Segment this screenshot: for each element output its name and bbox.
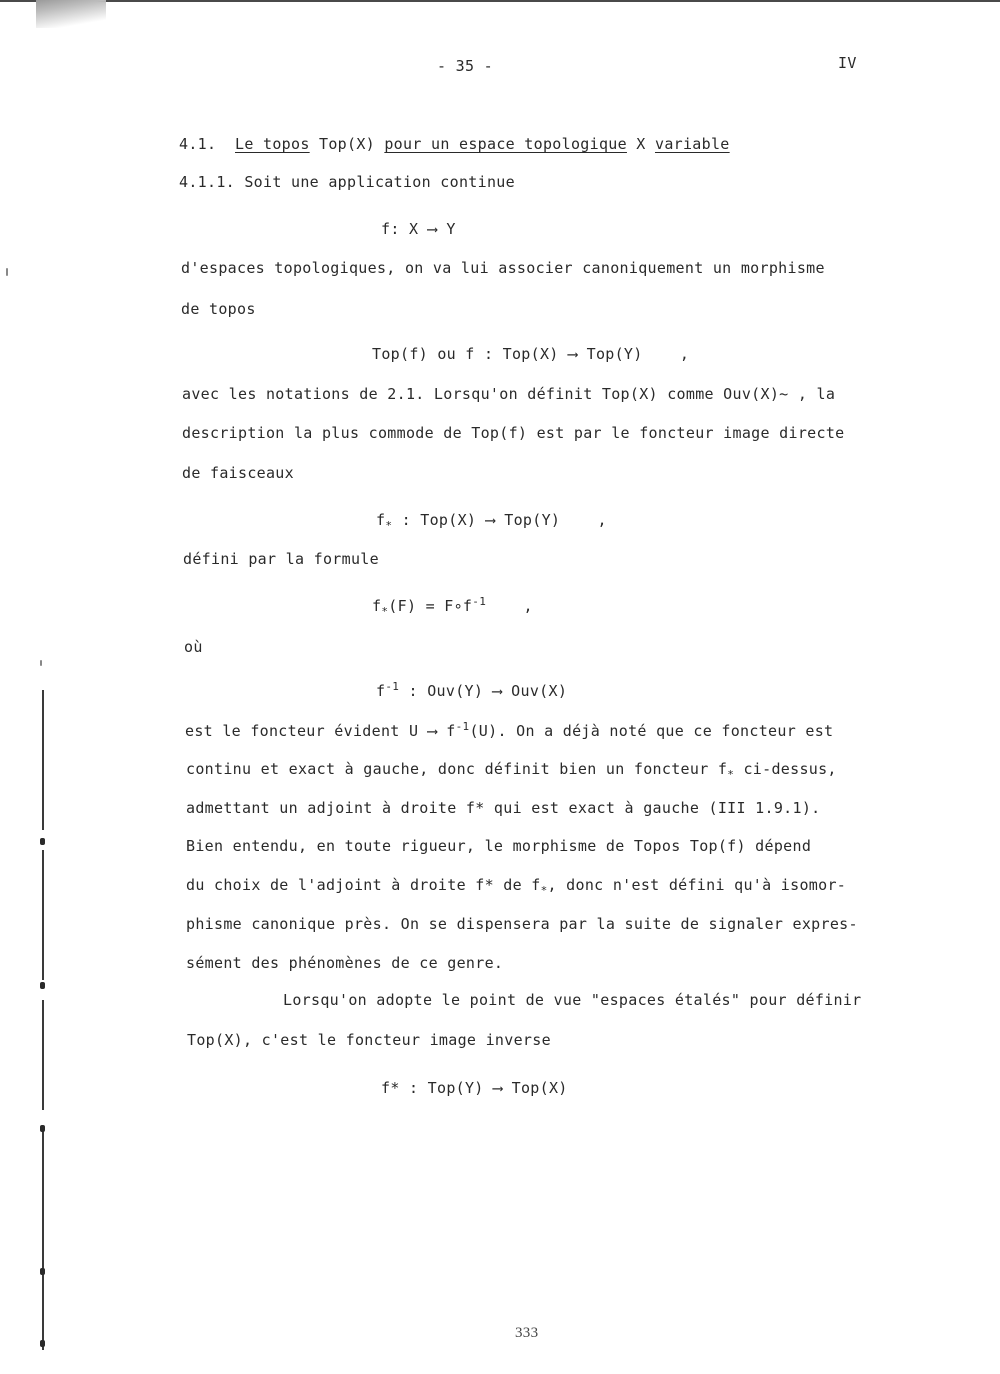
body-text: est le foncteur évident U ⟶ f: [185, 722, 456, 740]
body-line: [185, 721, 833, 741]
body-line: avec les notations de 2.1. Lorsqu'on définit Top(X) comme Ouv(X)~ , la: [182, 385, 836, 403]
body-line: défini par la formule: [183, 550, 379, 568]
formula-subscript: *: [381, 605, 389, 618]
scan-margin-mark: [40, 1268, 45, 1275]
scan-speck: [40, 660, 42, 666]
formula-f-upper-star: f* : Top(Y) ⟶ Top(X): [381, 1079, 568, 1097]
body-line: Bien entendu, en toute rigueur, le morphisme de Topos Top(f) dépend: [186, 837, 812, 855]
body-text: continu et exact à gauche, donc définit bien un foncteur f: [186, 760, 728, 778]
scan-margin-line: [42, 1130, 44, 1350]
body-superscript: -1: [455, 720, 470, 733]
formula-superscript: -1: [472, 595, 487, 608]
scan-margin-mark: [40, 838, 45, 845]
section-number: 4.1.: [179, 135, 217, 153]
formula-map-f: f: X ⟶ Y: [381, 220, 456, 238]
body-line: sément des phénomènes de ce genre.: [186, 954, 504, 972]
formula-symbol: f: [376, 682, 386, 700]
section-title-part: pour un espace topologique: [384, 135, 627, 153]
body-subscript: *: [727, 768, 735, 781]
subsection-line: [179, 172, 515, 192]
section-heading: [179, 134, 730, 154]
page-number: - 35 -: [437, 57, 493, 75]
formula-symbol: f: [376, 511, 386, 529]
formula-text: (F) = F∘f: [388, 597, 473, 615]
body-line: description la plus commode de Top(f) est par le foncteur image directe: [182, 424, 845, 442]
body-line: Lorsqu'on adopte le point de vue "espaces étalés" pour définir: [283, 991, 862, 1009]
body-text: ci-dessus,: [734, 760, 837, 778]
formula-f-inverse: [376, 681, 567, 701]
body-line: d'espaces topologiques, on va lui associer canoniquement un morphisme: [181, 259, 825, 277]
formula-text: ,: [486, 597, 533, 615]
subsection-intro: Soit une application continue: [244, 173, 515, 191]
scan-margin-mark: [40, 1340, 45, 1347]
body-line: de topos: [181, 300, 256, 318]
body-line: où: [184, 638, 203, 656]
formula-f-lower-star: [376, 510, 607, 530]
body-line: [186, 759, 837, 779]
section-title-part: Top(X): [319, 135, 375, 153]
scan-speck: [6, 268, 8, 276]
scan-margin-line: [42, 850, 44, 980]
scan-margin-mark: [40, 1125, 45, 1132]
formula-symbol: f: [372, 597, 382, 615]
body-line: de faisceaux: [182, 464, 294, 482]
formula-text: : Ouv(Y) ⟶ Ouv(X): [399, 682, 568, 700]
body-subscript: *: [540, 884, 548, 897]
formula-top-f: Top(f) ou f : Top(X) ⟶ Top(Y) ,: [372, 345, 690, 363]
scan-margin-line: [42, 1000, 44, 1110]
body-text: (U). On a déjà noté que ce foncteur est: [469, 722, 834, 740]
formula-text: : Top(X) ⟶ Top(Y) ,: [392, 511, 607, 529]
section-title-part: Le topos: [235, 135, 310, 153]
scan-corner-shadow: [36, 0, 106, 28]
body-line: phisme canonique près. On se dispensera par la suite de signaler expres-: [186, 915, 858, 933]
body-text: , donc n'est défini qu'à isomor-: [547, 876, 847, 894]
scan-margin-line: [42, 690, 44, 830]
section-title-part: variable: [654, 135, 730, 153]
subsection-number: 4.1.1.: [179, 173, 235, 191]
body-line: [186, 875, 846, 895]
body-text: du choix de l'adjoint à droite f* de f: [186, 876, 541, 894]
body-line: admettant un adjoint à droite f* qui est exact à gauche (III 1.9.1).: [186, 799, 821, 817]
scan-margin-mark: [40, 982, 45, 989]
section-title-part: X: [636, 135, 646, 153]
scan-top-edge: [0, 0, 1000, 2]
folio-number: 333: [515, 1325, 539, 1341]
formula-superscript: -1: [385, 680, 400, 693]
formula-subscript: *: [385, 519, 393, 532]
formula-definition: [372, 596, 533, 616]
chapter-number: IV: [838, 54, 857, 72]
body-line: Top(X), c'est le foncteur image inverse: [187, 1031, 551, 1049]
